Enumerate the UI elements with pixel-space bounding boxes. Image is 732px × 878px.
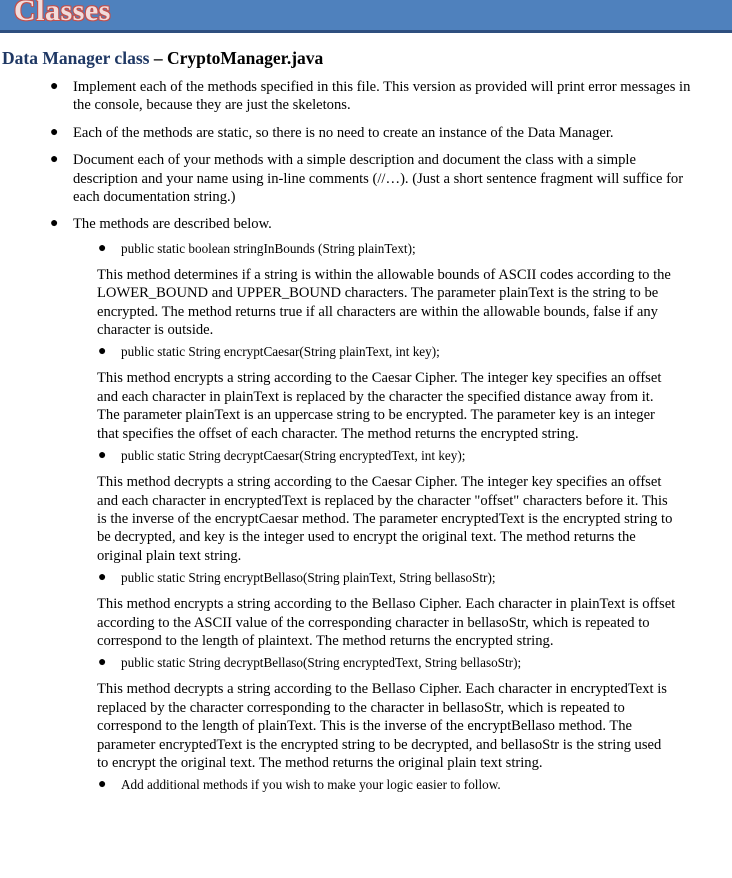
bullet-icon: ● (98, 570, 107, 586)
method-signature (0, 569, 732, 586)
method-signature-text: public static String encryptCaesar(String plainText, int key); (121, 344, 440, 360)
list-item (0, 215, 732, 233)
bullet-icon: ● (50, 124, 59, 140)
bullet-icon: ● (50, 79, 59, 94)
method-signature (0, 654, 732, 671)
list-item-text: Implement each of the methods specified in this file. This version as provided will print error messages in the console, because they are just the skeletons. (73, 79, 691, 114)
section-banner (0, 0, 732, 33)
page-heading (2, 48, 323, 69)
bullet-icon: ● (50, 216, 59, 232)
bullet-icon: ● (98, 240, 107, 256)
list-item-text: Each of the methods are static, so there is no need to create an instance of the Data Manager. (73, 124, 614, 141)
method-signature-text: public static boolean stringInBounds (String plainText); (121, 240, 416, 256)
method-signature-text: public static String decryptBellaso(String encryptedText, String bellasoStr); (121, 655, 522, 671)
final-note (0, 776, 732, 793)
method-description: This method decrypts a string according to the Bellaso Cipher. Each character in encryptedText is replaced by the character corresponding to the character in bellasoStr, which is repeated to correspond to the length of plainText. This is the inverse of the encryptBellaso method. The parameter encryptedText is the encrypted string to be decrypted, and bellasoStr is the string used to encrypt the original text. The method returns the original plain text string. (97, 681, 667, 771)
bullet-icon: ● (50, 152, 59, 168)
method-description: This method encrypts a string according to the Bellaso Cipher. Each character in plainText is offset according to the ASCII value of the corresponding character in bellasoStr, which is repeated to correspond to the length of plaintext. The method returns the encrypted string. (97, 596, 676, 649)
bullet-icon: ● (98, 448, 107, 464)
list-item (0, 78, 732, 115)
banner-title: Classes (14, 0, 111, 27)
bullet-icon: ● (98, 344, 107, 360)
list-item-text: Document each of your methods with a simple description and document the class with a simple description and your name using in-line comments (//…). (Just a short sentence fragment will suffice for each documentation string.) (73, 152, 684, 206)
final-note-text: Add additional methods if you wish to make your logic easier to follow. (121, 777, 501, 793)
method-description: This method determines if a string is within the allowable bounds of ASCII codes according to the LOWER_BOUND and UPPER_BOUND characters. The parameter plainText is the string to be encrypted. The method returns true if all characters are within the allowable bounds, false if any character is outside. (97, 266, 671, 339)
bullet-icon: ● (98, 655, 107, 671)
file-name: CryptoManager.java (166, 48, 324, 68)
method-description: This method encrypts a string according to the Caesar Cipher. The integer key specifies an offset and each character in plainText is replaced by the character the specified distance away from it. The parameter plainText is an uppercase string to be encrypted. The parameter key is an integer that specifies the offset of each character. The method returns the encrypted string. (97, 370, 662, 442)
method-description: This method decrypts a string according to the Caesar Cipher. The integer key specifies an offset and each character in encryptedText is replaced by the character "offset" characters before it. This is the inverse of the encryptCaesar method. The parameter encryptedText is the encrypted string to be decrypted, and key is the integer used to encrypt the original text. The method returns the original plain text string. (97, 474, 673, 564)
list-item (0, 124, 732, 142)
list-item (0, 151, 732, 206)
method-signature (0, 240, 732, 257)
method-signature (0, 447, 732, 464)
requirements-list (0, 78, 732, 793)
bullet-icon: ● (98, 777, 107, 793)
method-signature (0, 343, 732, 360)
heading-dash: – (149, 48, 167, 68)
method-signature-text: public static String decryptCaesar(String encryptedText, int key); (121, 448, 466, 464)
list-item-text: The methods are described below. (73, 216, 272, 233)
method-signature-text: public static String encryptBellaso(String plainText, String bellasoStr); (121, 570, 496, 586)
class-label: Data Manager class (2, 48, 150, 68)
